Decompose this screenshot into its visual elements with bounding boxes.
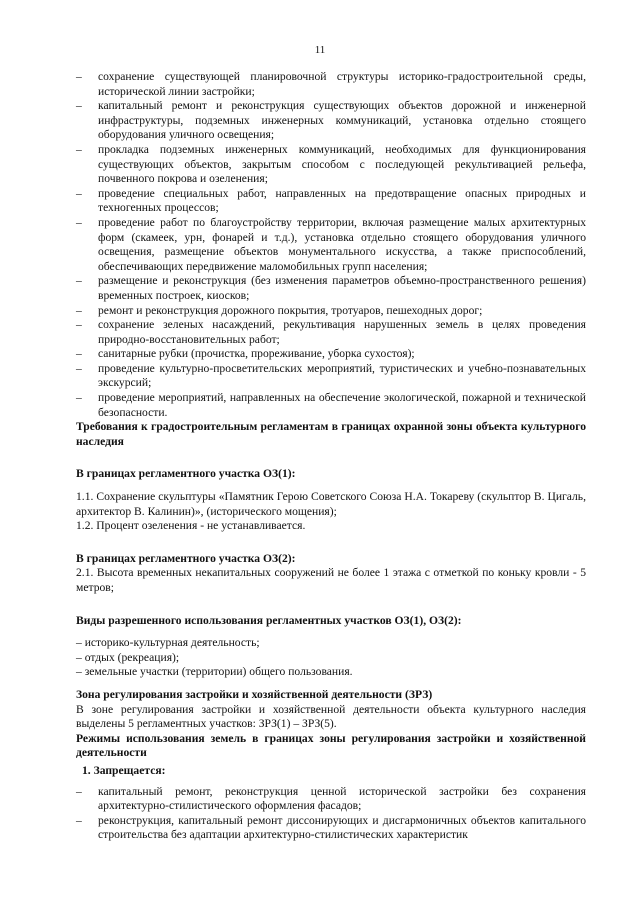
list-item: – земельные участки (территории) общего пользования. bbox=[76, 665, 353, 679]
list-item bbox=[76, 318, 586, 347]
page-content bbox=[76, 70, 586, 843]
bullet-dash: – bbox=[76, 274, 82, 288]
oz2-heading: В границах регламентного участка ОЗ(2): bbox=[76, 551, 296, 565]
list-item-text: размещение и реконструкция (без изменения параметров объемно-пространственного решения) временных построек, киосков; bbox=[98, 274, 586, 302]
list-item bbox=[76, 70, 586, 99]
bullet-dash: – bbox=[76, 784, 82, 798]
bullet-dash: – bbox=[76, 361, 82, 375]
list-item bbox=[76, 187, 586, 216]
zrz-heading: Зона регулирования застройки и хозяйственной деятельности (ЗРЗ) bbox=[76, 687, 433, 701]
list-item-text: сохранение существующей планировочной структуры историко-градостроительной среды, исторической линии застройки; bbox=[98, 70, 586, 98]
bullet-dash: – bbox=[76, 142, 82, 156]
oz1-heading: В границах регламентного участка ОЗ(1): bbox=[76, 467, 296, 481]
oz1-list bbox=[76, 490, 586, 534]
permitted-works-list bbox=[76, 70, 586, 420]
bullet-dash: – bbox=[76, 215, 82, 229]
list-item bbox=[76, 216, 586, 274]
list-item-text: санитарные рубки (прочистка, прореживание, уборка сухостоя); bbox=[98, 347, 415, 361]
list-item bbox=[76, 99, 586, 143]
requirements-heading: Требования к градостроительным регламентам в границах охранной зоны объекта культурного наследия bbox=[76, 420, 586, 448]
list-item: 1.2. Процент озеленения - не устанавливается. bbox=[76, 519, 306, 533]
list-item-text: проведение специальных работ, направленных на предотвращение опасных природных и техногенных процессов; bbox=[98, 186, 586, 215]
list-item bbox=[76, 362, 586, 391]
forbidden-heading: 1. Запрещается: bbox=[82, 763, 166, 777]
oz2-list bbox=[76, 566, 586, 595]
regimes-heading: Режимы использования земель в границах зоны регулирования застройки и хозяйственной деятельности bbox=[76, 731, 586, 760]
list-item-text: реконструкция, капитальный ремонт диссонирующих и дисгармоничных объектов капитального строительства без адаптации архитектурно-стилистических характеристик bbox=[98, 813, 586, 842]
bullet-dash: – bbox=[76, 186, 82, 200]
page-number: 11 bbox=[314, 44, 326, 56]
forbidden-works-list bbox=[76, 785, 586, 843]
list-item-text: капитальный ремонт и реконструкция существующих объектов дорожной и инженерной инфраструктуры, подземных инженерных коммуникаций, установка отдельно стоящего оборудования уличного освещения; bbox=[98, 99, 586, 142]
list-item: – историко-культурная деятельность; bbox=[76, 636, 260, 650]
bullet-dash: – bbox=[76, 70, 82, 83]
list-item bbox=[76, 347, 586, 362]
list-item bbox=[76, 391, 586, 420]
bullet-dash: – bbox=[76, 347, 82, 361]
list-item-text: проведение мероприятий, направленных на обеспечение экологической, пожарной и технической безопасности. bbox=[98, 391, 586, 419]
list-item bbox=[76, 274, 586, 303]
bullet-dash: – bbox=[76, 391, 82, 405]
list-item-text: сохранение зеленых насаждений, рекультивация нарушенных земель в целях проведения природно-восстановительных работ; bbox=[98, 318, 586, 346]
list-item: – отдых (рекреация); bbox=[76, 650, 180, 664]
list-item bbox=[76, 814, 586, 843]
list-item-text: проведение работ по благоустройству территории, включая размещение малых архитектурных форм (скамеек, урн, фонарей и т.д.), установка отдельно стоящего оборудования уличного освещения, размещение объектов монументального искусства, а также приспособлений, обеспечивающих передвижение маломобильных групп населения; bbox=[98, 215, 586, 273]
bullet-dash: – bbox=[76, 303, 82, 317]
use-heading: Виды разрешенного использования регламентных участков ОЗ(1), ОЗ(2): bbox=[76, 613, 462, 627]
list-item: 2.1. Высота временных некапитальных сооружений не более 1 этажа с отметкой по коньку кровли - 5 метров; bbox=[76, 566, 586, 594]
list-item-text: проведение культурно-просветительских мероприятий, туристических и учебно-познавательных экскурсий; bbox=[98, 361, 586, 390]
list-item bbox=[76, 304, 586, 319]
bullet-dash: – bbox=[76, 813, 82, 827]
list-item bbox=[76, 143, 586, 187]
list-item bbox=[76, 785, 586, 814]
list-item-text: ремонт и реконструкция дорожного покрытия, тротуаров, пешеходных дорог; bbox=[98, 303, 483, 317]
bullet-dash: – bbox=[76, 318, 82, 332]
list-item: 1.1. Сохранение скульптуры «Памятник Герою Советского Союза Н.А. Токареву (скульптор В. Цигаль, архитектор В. Калинин)», (исторического мощения); bbox=[76, 490, 586, 518]
list-item-text: прокладка подземных инженерных коммуникаций, необходимых для функционирования существующих объектов, закрытым способом с последующей рекультивацией рельефа, почвенного покрова и озеленения; bbox=[98, 142, 586, 186]
use-list bbox=[76, 636, 586, 680]
zrz-text: В зоне регулирования застройки и хозяйственной деятельности объекта культурного наследия выделены 5 регламентных участков: ЗРЗ(1) – ЗРЗ(5). bbox=[76, 702, 586, 731]
bullet-dash: – bbox=[76, 99, 82, 113]
list-item-text: капитальный ремонт, реконструкция ценной исторической застройки без сохранения архитектурно-стилистического оформления фасадов; bbox=[98, 784, 586, 813]
